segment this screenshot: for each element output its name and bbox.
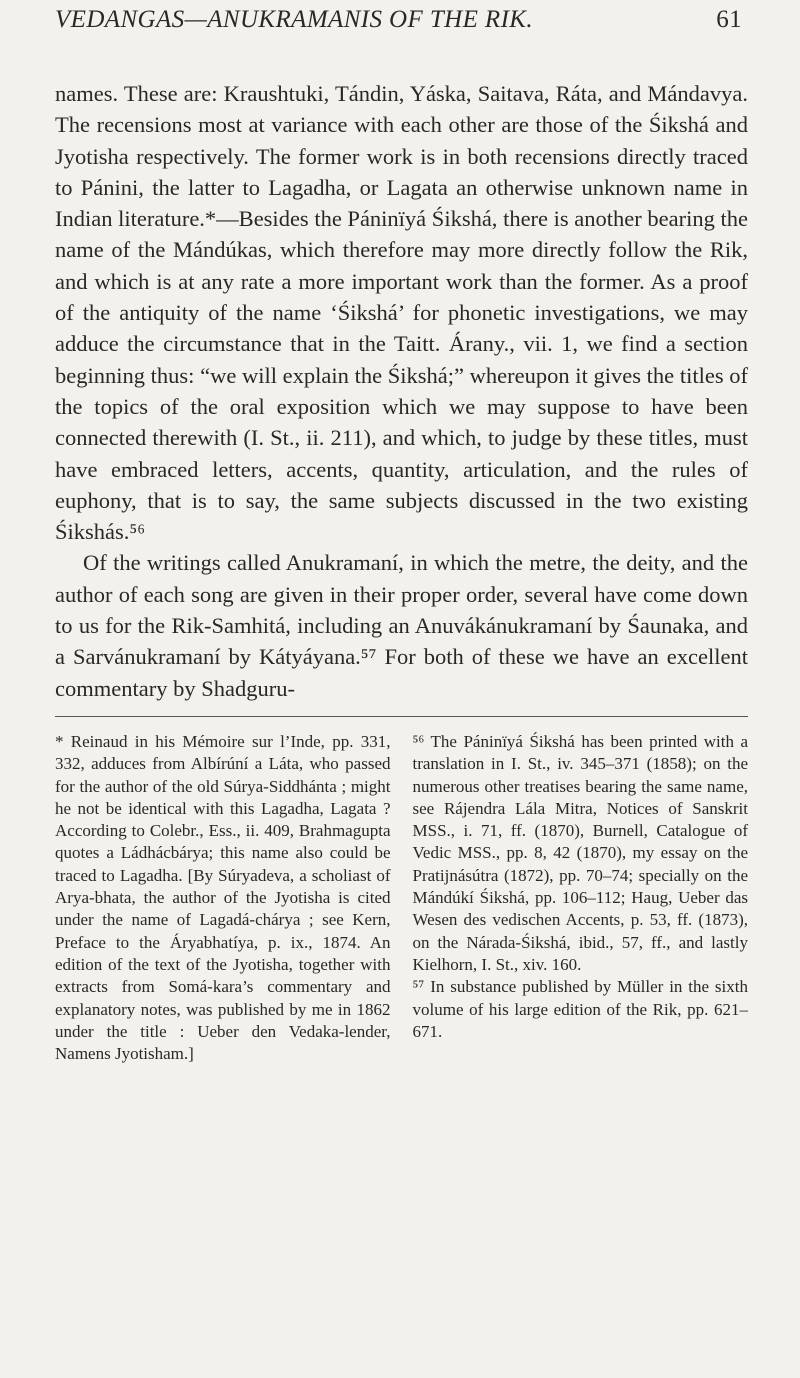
- footnote-56: ⁵⁶ The Páninïyá Śikshá has been printed with a translation in I. St., iv. 345–371 (1858); on the numerous other treatises bearing the same name, see Rájendra Lála Mitra, Notices of Sanskrit MSS., i. 71, ff. (1870), Burnell, Catalogue of Vedic MSS., pp. 8, 42 (1870), my essay on the Pratijnásútra (1872), pp. 70–74; specially on the Mándúkí Śikshá, pp. 106–112; Haug, Ueber das Wesen des vedischen Accents, p. 53, ff. (1873), on the Nárada-Śikshá, ibid., 57, ff., and lastly Kielhorn, I. St., xiv. 160.: [412, 731, 748, 974]
- main-text: [55, 78, 748, 704]
- running-head: [55, 6, 748, 58]
- footnote-star: * Reinaud in his Mémoire sur l’Inde, pp. 331, 332, adduces from Albírúní a Láta, who passed for the author of the old Súrya-Siddhánta ; might he not be identical with this Lagadha, Lagata ? According to Colebr., Ess., ii. 409, Brahmagupta quotes a Ládhácbárya; this name also could be traced to Lagadha. [By Súryadeva, a scholiast of Arya-bhata, the author of the Jyotisha is cited under the name of Lagadá-chárya ; see Kern, Preface to the Áryabhatíya, p. ix., 1874. An edition of the text of the Jyotisha, together with extracts from Somá-kara’s commentary and explanatory notes, was published by me in 1862 under the title : Ueber den Vedaka-lender, Namens Jyotisham.]: [55, 731, 391, 1064]
- running-head-title: VEDANGAS—ANUKRAMANIS OF THE RIK.: [55, 6, 534, 33]
- paragraph: Of the writings called Anukramaní, in which the metre, the deity, and the author of each song are given in their proper order, several have come down to us for the Rik-Samhitá, including an Anuvákánukramaní by Śaunaka, and a Sarvánukramaní by Kátyáyana.⁵⁷ For both of these we have an excellent commentary by Shadguru-: [55, 550, 748, 701]
- footnote-column-left: [55, 731, 391, 1065]
- paragraph: names. These are: Kraushtuki, Tándin, Yáska, Saitava, Ráta, and Mándavya. The recensions most at variance with each other are those of the Śikshá and Jyotisha respectively. The former work is in both recensions directly traced to Pánini, the latter to Lagadha, or Lagata an otherwise unknown name in Indian literature.*—Besides the Páninïyá Śikshá, there is another bearing the name of the Mándúkas, which therefore may more directly follow the Rik, and which is at any rate a more important work than the former. As a proof of the antiquity of the name ‘Śikshá’ for phonetic investigations, we may adduce the circumstance that in the Taitt. Árany., vii. 1, we find a section beginning thus: “we will explain the Śikshá;” whereupon it gives the titles of the topics of the oral exposition which we may suppose to have been connected therewith (I. St., ii. 211), and which, to judge by these titles, must have embraced letters, accents, quantity, articulation, and the rules of euphony, that is to say, the same subjects discussed in the two existing Śikshás.⁵⁶: [55, 81, 748, 545]
- footnote-57: ⁵⁷ In substance published by Müller in the sixth volume of his large edition of the Rik, pp. 621–671.: [412, 977, 748, 1041]
- footnote-column-right: [413, 731, 749, 1065]
- footnote-rule: [55, 716, 748, 717]
- footnotes: [55, 731, 748, 1065]
- page-number: 61: [716, 6, 742, 33]
